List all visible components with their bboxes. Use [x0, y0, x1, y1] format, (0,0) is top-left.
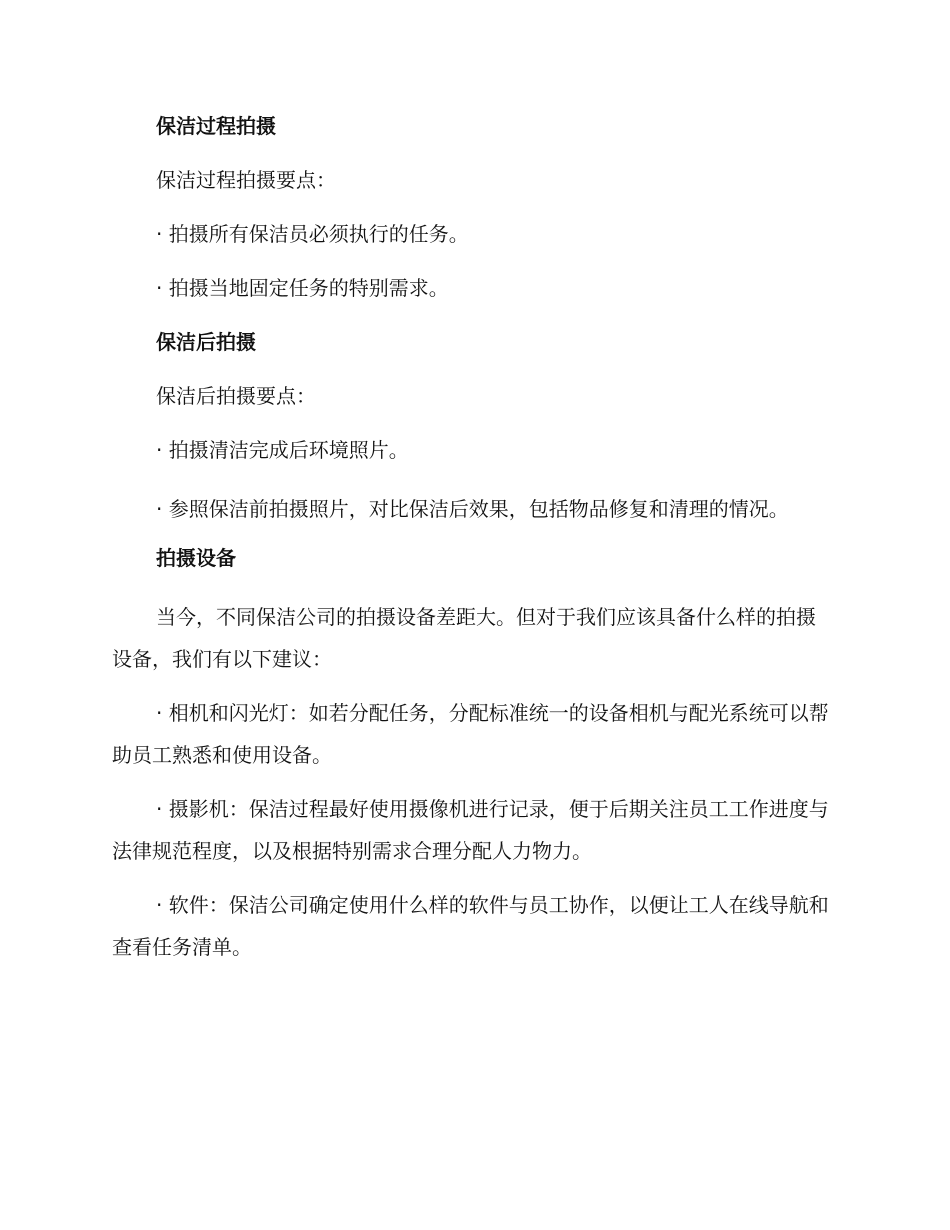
paragraph: 保洁过程拍摄要点：: [156, 168, 336, 192]
paragraph: 当今，不同保洁公司的拍摄设备差距大。但对于我们应该具备什么样的拍摄设备，我们有以下建议：: [112, 605, 816, 671]
bullet-item: · 参照保洁前拍摄照片，对比保洁后效果，包括物品修复和清理的情况。: [156, 497, 789, 521]
bullet-item: · 软件：保洁公司确定使用什么样的软件与员工协作，以便让工人在线导航和查看任务清单。: [112, 893, 829, 959]
bullet-item: · 拍摄清洁完成后环境照片。: [156, 438, 409, 462]
paragraph: 保洁后拍摄要点：: [156, 384, 316, 408]
section-heading-equipment: 拍摄设备: [156, 546, 236, 570]
section-heading-cleaning-process: 保洁过程拍摄: [156, 114, 276, 138]
bullet-item: · 拍摄所有保洁员必须执行的任务。: [156, 222, 469, 246]
document-body: [112, 110, 832, 980]
bullet-item: · 摄影机：保洁过程最好使用摄像机进行记录，便于后期关注员工工作进度与法律规范程度，以及根据特别需求合理分配人力物力。: [112, 797, 829, 863]
section-heading-after-cleaning: 保洁后拍摄: [156, 330, 256, 354]
bullet-item: · 相机和闪光灯：如若分配任务，分配标准统一的设备相机与配光系统可以帮助员工熟悉和使用设备。: [112, 701, 829, 767]
bullet-item: · 拍摄当地固定任务的特别需求。: [156, 276, 449, 300]
